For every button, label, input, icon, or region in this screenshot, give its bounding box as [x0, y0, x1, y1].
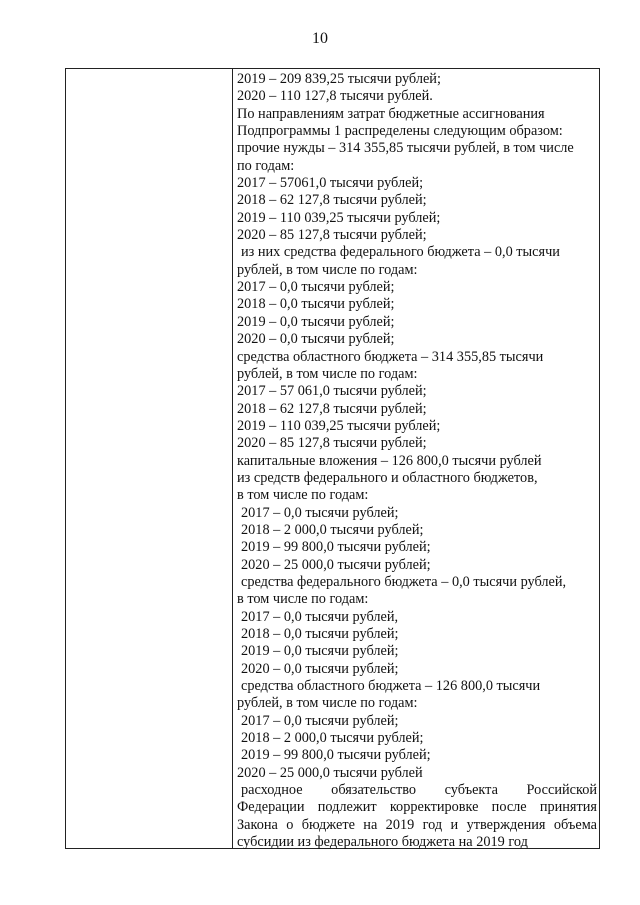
text-line: 2018 – 62 127,8 тысячи рублей; — [237, 400, 427, 417]
text-line: в том числе по годам: — [237, 487, 369, 504]
text-line: Закона о бюджете на 2019 год и утверждения объема — [237, 816, 597, 833]
text-line: 2018 – 2 000,0 тысячи рублей; — [241, 521, 424, 538]
text-line: 2020 – 0,0 тысячи рублей; — [237, 331, 395, 348]
text-line: из средств федерального и областного бюджетов, — [237, 469, 538, 486]
page-number: 10 — [312, 30, 328, 47]
text-line: 2020 – 85 127,8 тысячи рублей; — [237, 227, 427, 244]
text-line: 2017 – 0,0 тысячи рублей; — [237, 279, 395, 296]
text-line: 2018 – 0,0 тысячи рублей; — [241, 626, 399, 642]
text-line: рублей, в том числе по годам: — [237, 261, 418, 278]
text-line: 2020 – 110 127,8 тысячи рублей. — [237, 88, 433, 105]
text-line: Подпрограммы 1 распределены следующим образом: — [237, 123, 563, 140]
text-line: Федерации подлежит корректировке после принятия — [237, 799, 597, 816]
text-line: расходное обязательство субъекта Российской — [241, 782, 597, 799]
text-line: 2019 – 0,0 тысячи рублей; — [241, 643, 399, 660]
text-line: 2019 – 0,0 тысячи рублей; — [237, 313, 395, 330]
text-line: 2020 – 85 127,8 тысячи рублей; — [237, 435, 427, 452]
text-line: в том числе по годам: — [237, 591, 369, 608]
text-line: субсидии из федерального бюджета на 2019 год — [237, 834, 528, 851]
text-line: 2017 – 57061,0 тысячи рублей; — [237, 175, 424, 192]
document-table — [65, 68, 600, 849]
text-line: капитальные вложения – 126 800,0 тысячи рублей — [237, 452, 542, 469]
text-line: 2019 – 209 839,25 тысячи рублей; — [237, 71, 441, 87]
text-line: 2017 – 0,0 тысячи рублей; — [241, 504, 399, 521]
text-line: 2019 – 99 800,0 тысячи рублей; — [241, 747, 431, 764]
text-line: 2017 – 57 061,0 тысячи рублей; — [237, 383, 427, 400]
text-line: 2017 – 0,0 тысячи рублей; — [241, 712, 399, 729]
column-divider — [232, 69, 233, 848]
text-line: средства федерального бюджета – 0,0 тысячи рублей, — [241, 573, 567, 590]
text-line: 2019 – 110 039,25 тысячи рублей; — [237, 417, 441, 434]
text-line: средства областного бюджета – 314 355,85 тысячи — [237, 348, 544, 365]
text-line: средства областного бюджета – 126 800,0 тысячи — [241, 678, 541, 695]
text-line: 2019 – 99 800,0 тысячи рублей; — [241, 539, 431, 556]
text-line: 2018 – 62 127,8 тысячи рублей; — [237, 192, 427, 209]
text-line: 2019 – 110 039,25 тысячи рублей; — [237, 209, 441, 226]
text-line: рублей, в том числе по годам: — [237, 695, 418, 712]
text-line: По направлениям затрат бюджетные ассигнования — [237, 105, 545, 122]
text-line: рублей, в том числе по годам: — [237, 365, 418, 382]
text-line: 2020 – 25 000,0 тысячи рублей — [237, 764, 423, 781]
table-cell-right — [237, 71, 597, 851]
text-line: 2018 – 0,0 тысячи рублей; — [237, 296, 395, 313]
text-line: из них средства федерального бюджета – 0,0 тысячи — [241, 244, 560, 261]
text-line: 2020 – 25 000,0 тысячи рублей; — [241, 556, 431, 573]
text-line: прочие нужды – 314 355,85 тысячи рублей, в том числе — [237, 140, 574, 157]
text-line: 2018 – 2 000,0 тысячи рублей; — [241, 730, 424, 747]
text-line: 2017 – 0,0 тысячи рублей, — [241, 608, 399, 625]
text-line: 2020 – 0,0 тысячи рублей; — [241, 660, 399, 677]
text-line: по годам: — [237, 157, 295, 174]
